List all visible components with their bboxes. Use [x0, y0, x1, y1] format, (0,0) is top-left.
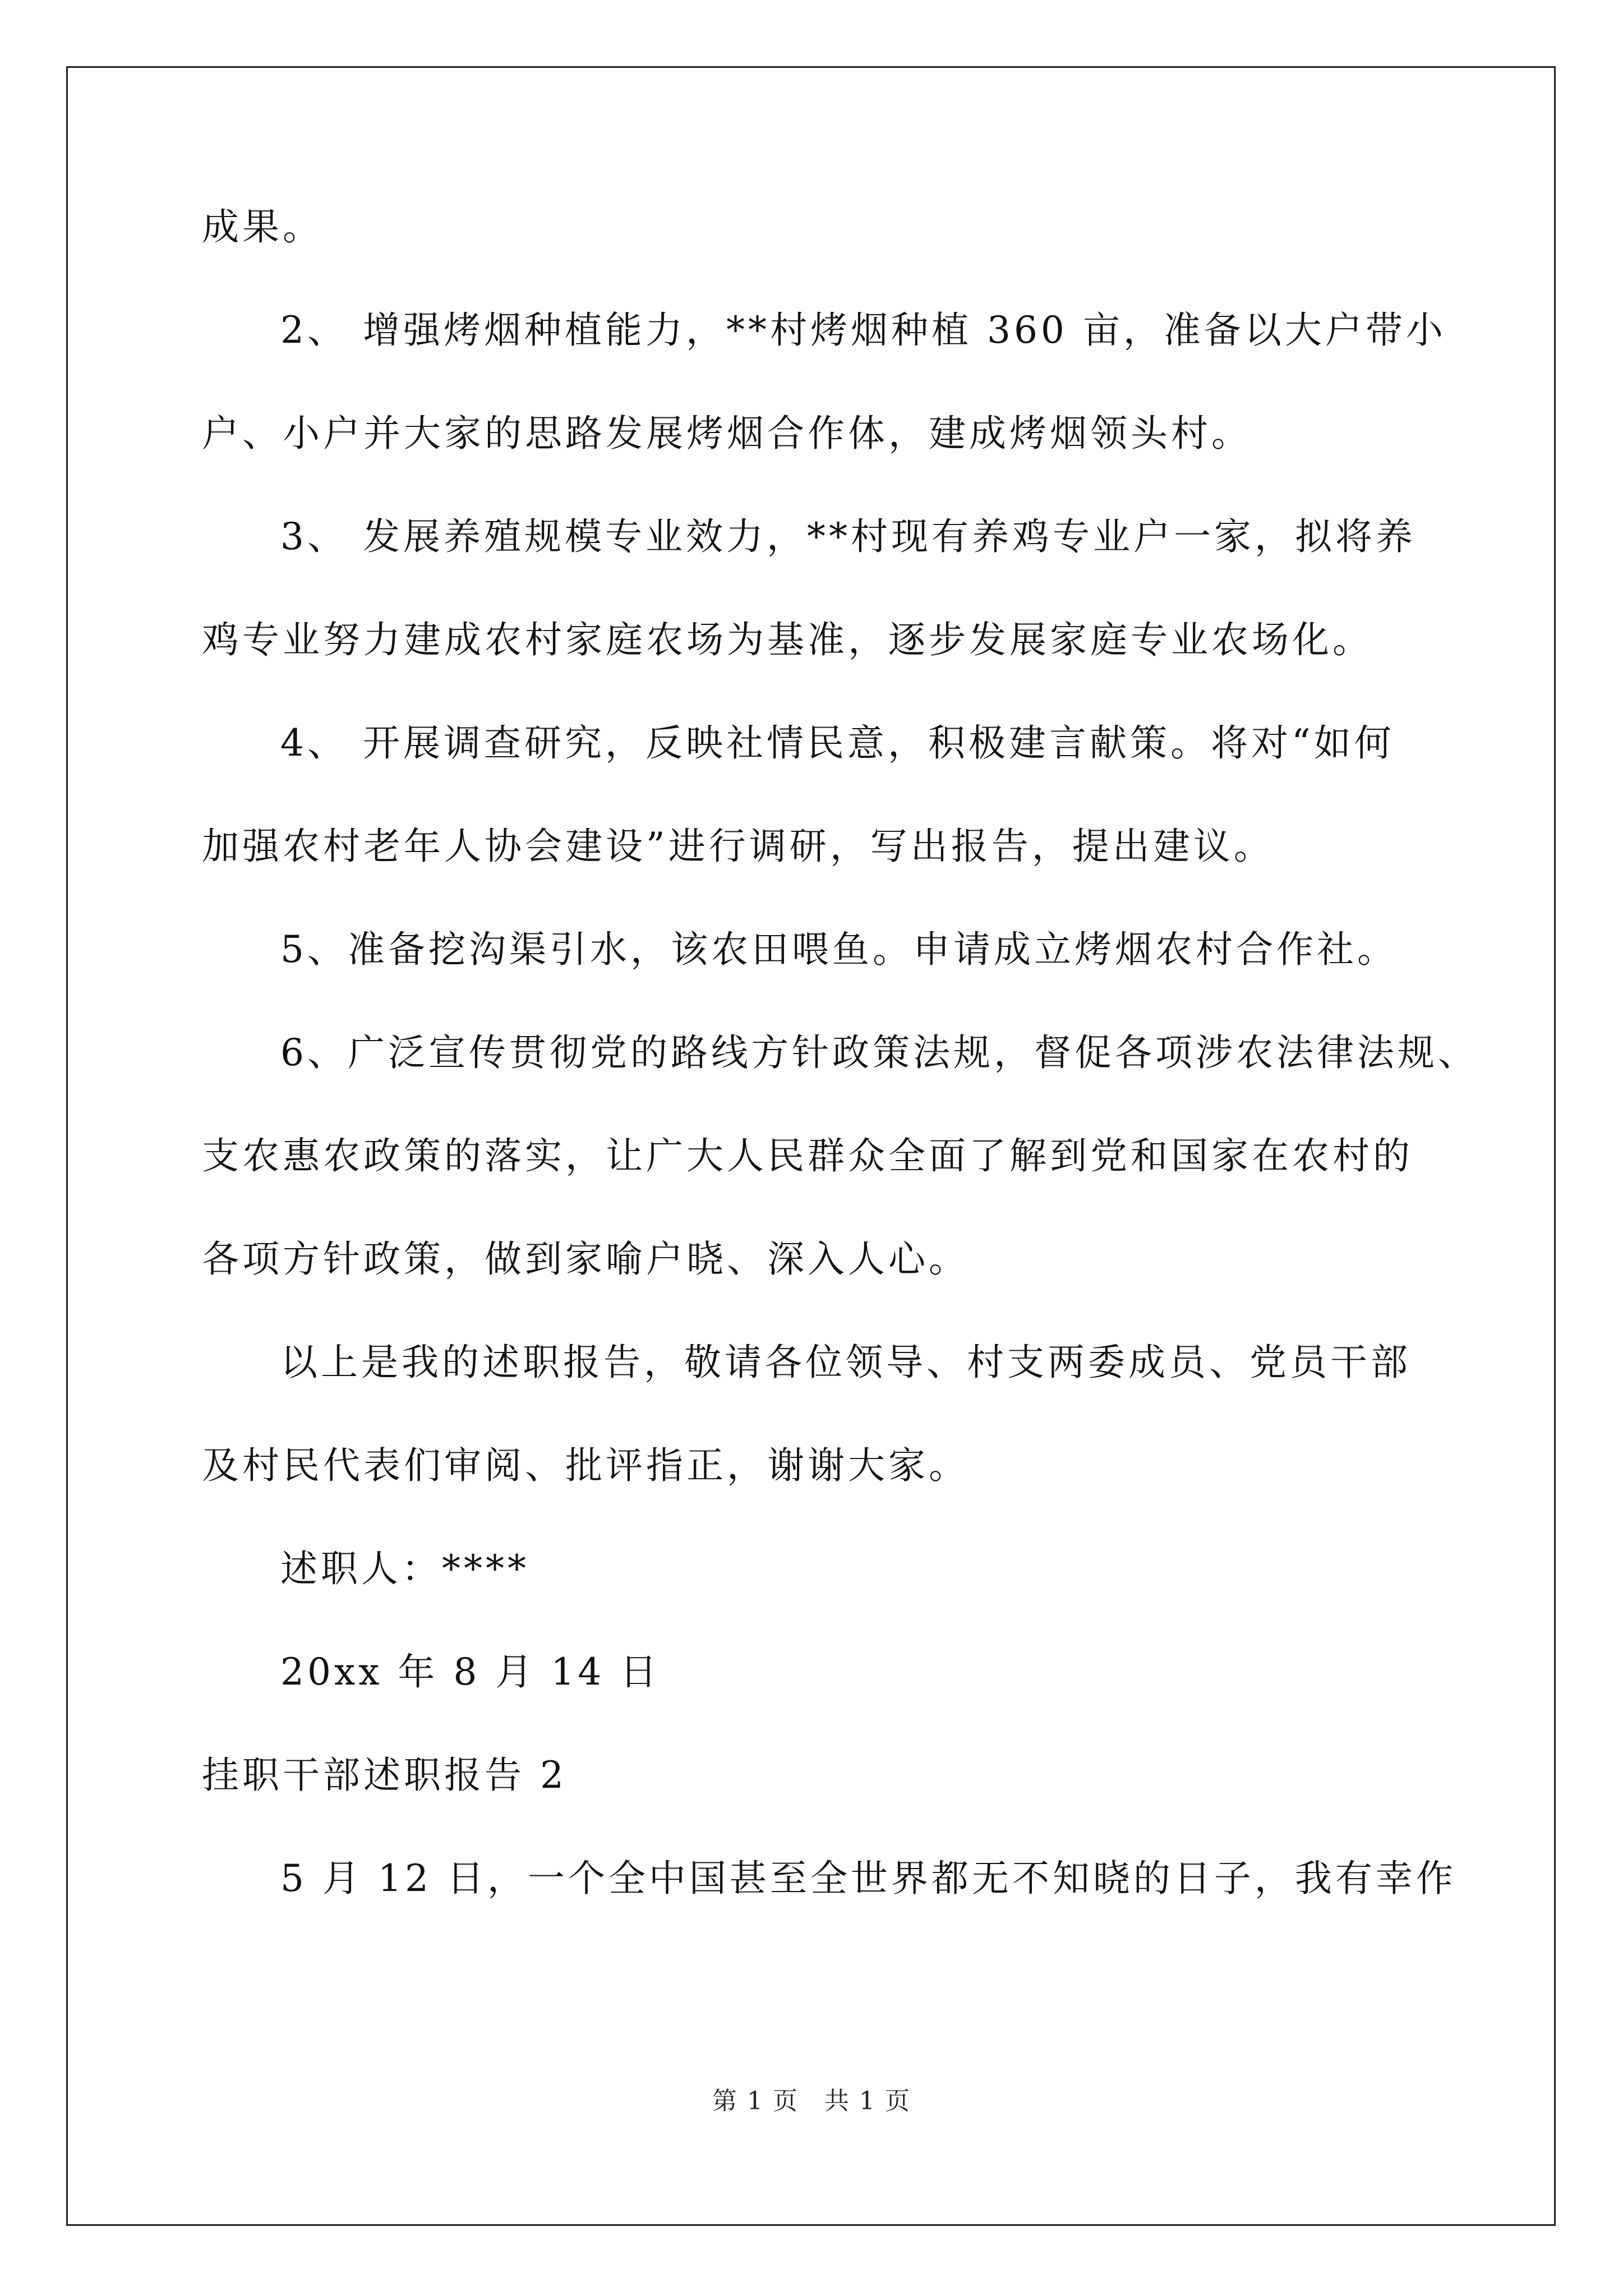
section-title: 挂职干部述职报告 2	[202, 1754, 567, 1797]
text-line: 及村民代表们审阅、批评指正，谢谢大家。	[202, 1444, 969, 1487]
text-line: 5 月 12 日，一个全中国甚至全世界都无不知晓的日子，我有幸作	[280, 1857, 1456, 1900]
page-footer: 第 1 页 共 1 页	[712, 2087, 911, 2115]
text-line: 加强农村老年人协会建设”进行调研，写出报告，提出建议。	[202, 825, 1274, 868]
text-line: 6、广泛宣传贯彻党的路线方针政策法规，督促各项涉农法律法规、	[280, 1031, 1478, 1074]
date-line: 20xx 年 8 月 14 日	[280, 1650, 661, 1694]
text-line: 3、 发展养殖规模专业效力，**村现有养鸡专业户一家，拟将养	[280, 515, 1416, 558]
text-line: 4、 开展调查研究，反映社情民意，积极建言献策。将对“如何	[280, 721, 1395, 765]
text-line: 户、小户并大家的思路发展烤烟合作体，建成烤烟领头村。	[202, 412, 1252, 455]
signature-line: 述职人：****	[280, 1547, 529, 1590]
text-line: 成果。	[202, 205, 323, 249]
text-line: 鸡专业努力建成农村家庭农场为基准，逐步发展家庭专业农场化。	[202, 618, 1373, 661]
text-line: 各项方针政策，做到家喻户晓、深入人心。	[202, 1237, 969, 1281]
text-line: 支农惠农政策的落实，让广大人民群众全面了解到党和国家在农村的	[202, 1134, 1413, 1177]
document-body	[202, 202, 1478, 1957]
text-line: 2、 增强烤烟种植能力，**村烤烟种植 360 亩，准备以大户带小	[280, 309, 1446, 352]
text-line: 以上是我的述职报告，敬请各位领导、村支两委成员、党员干部	[280, 1341, 1411, 1384]
text-line: 5、准备挖沟渠引水，该农田喂鱼。申请成立烤烟农村合作社。	[280, 928, 1398, 971]
